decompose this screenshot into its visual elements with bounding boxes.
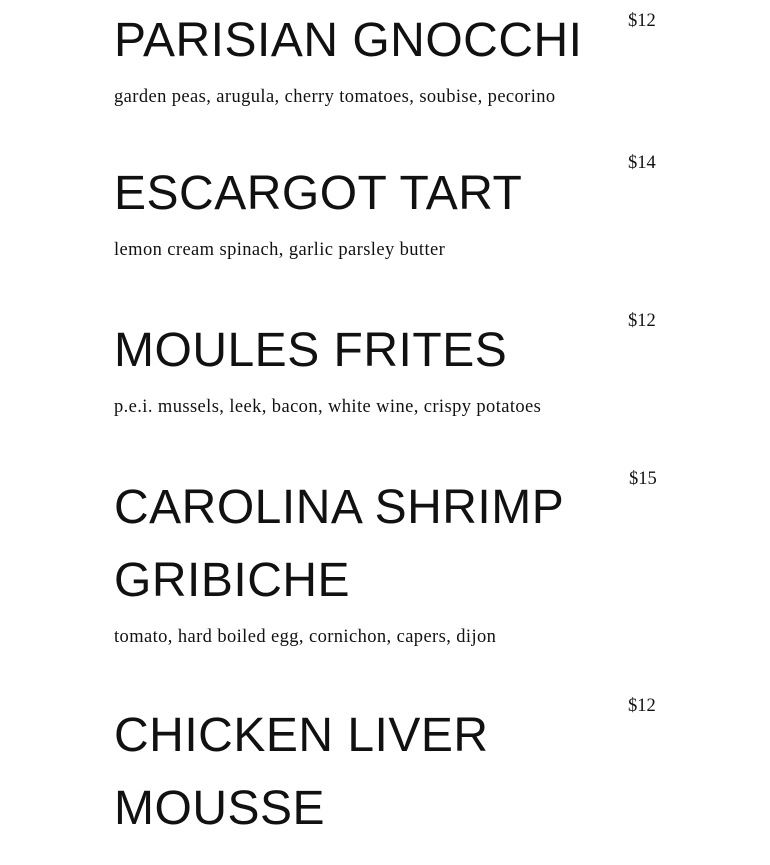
item-description: garden peas, arugula, cherry tomatoes, soubise, pecorino [114, 87, 556, 107]
item-price: $12 [628, 311, 656, 331]
item-name: MOULES FRITES [114, 324, 508, 377]
menu-item-escargot-tart [114, 153, 659, 267]
item-name: PARISIAN GNOCCHI [114, 14, 583, 67]
item-price: $12 [628, 11, 656, 31]
item-price: $12 [628, 696, 656, 716]
item-name: CAROLINA SHRIMP GRIBICHE [114, 481, 564, 607]
menu-item-parisian-gnocchi [114, 4, 659, 114]
menu-item-carolina-shrimp-gribiche [114, 471, 659, 654]
item-description: lemon cream spinach, garlic parsley butter [114, 240, 446, 260]
item-description: p.e.i. mussels, leek, bacon, white wine, crispy potatoes [114, 397, 542, 417]
item-name: CHICKEN LIVER MOUSSE [114, 709, 489, 835]
menu-item-chicken-liver-mousse [114, 696, 659, 845]
menu-item-moules-frites [114, 311, 659, 424]
menu-list [114, 0, 659, 835]
item-name: ESCARGOT TART [114, 167, 523, 220]
item-price: $15 [629, 469, 657, 489]
item-description: tomato, hard boiled egg, cornichon, capers, dijon [114, 627, 497, 647]
item-price: $14 [628, 153, 656, 173]
